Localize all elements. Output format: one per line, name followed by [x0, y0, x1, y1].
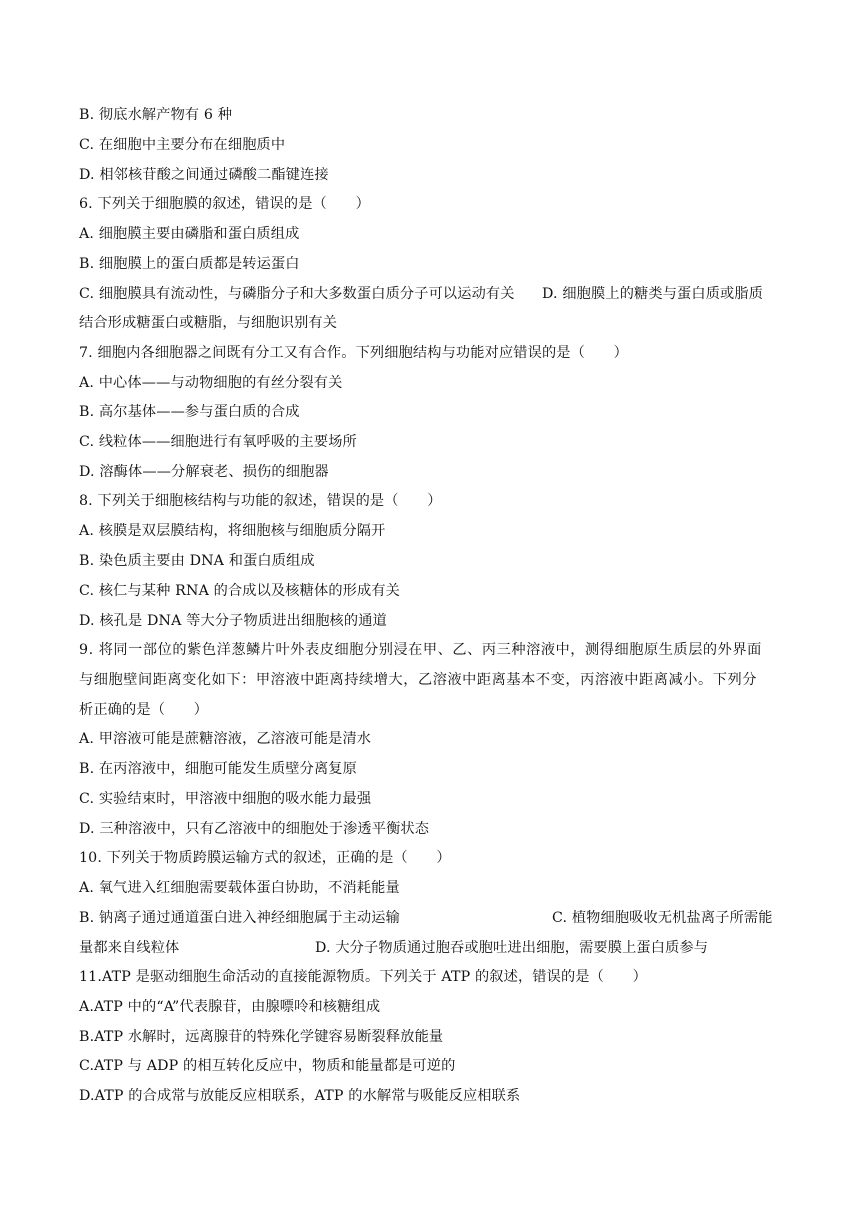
q10-option-b: B. 钠离子通过通道蛋白进入神经细胞属于主动运输 [79, 910, 400, 926]
q11-option-b: B.ATP 水解时，远离腺苷的特殊化学键容易断裂释放能量 [79, 1029, 444, 1045]
q6-option-d-continued: 结合形成糖蛋白或糖脂，与细胞识别有关 [79, 315, 338, 331]
q7-option-b: B. 高尔基体——参与蛋白质的合成 [79, 404, 300, 420]
q9-stem-line1: 9. 将同一部位的紫色洋葱鳞片叶外表皮细胞分别浸在甲、乙、丙三种溶液中，测得细胞原生质层的外界面 [79, 642, 762, 658]
q5-option-b: B. 彻底水解产物有 6 种 [79, 107, 233, 123]
q6-option-c: C. 细胞膜具有流动性，与磷脂分子和大多数蛋白质分子可以运动有关 [79, 286, 515, 302]
q6-option-a: A. 细胞膜主要由磷脂和蛋白质组成 [79, 226, 300, 242]
q10-option-d: D. 大分子物质通过胞吞或胞吐进出细胞，需要膜上蛋白质参与 [315, 940, 709, 956]
q11-option-a: A.ATP 中的“A”代表腺苷，由腺嘌呤和核糖组成 [79, 999, 381, 1015]
q10-option-a: A. 氧气进入红细胞需要载体蛋白协助，不消耗能量 [79, 880, 400, 896]
q7-stem: 7. 细胞内各细胞器之间既有分工又有合作。下列细胞结构与功能对应错误的是（ ） [79, 345, 628, 361]
q6-option-d: D. 细胞膜上的糖类与蛋白质或脂质 [542, 286, 764, 302]
q5-option-d: D. 相邻核苷酸之间通过磷酸二酯键连接 [79, 167, 329, 183]
q8-option-d: D. 核孔是 DNA 等大分子物质进出细胞核的通道 [79, 613, 387, 629]
q6-stem: 6. 下列关于细胞膜的叙述，错误的是（ ） [79, 196, 370, 212]
q10-option-c-continued: 量都来自线粒体 [79, 940, 180, 956]
q10-stem: 10. 下列关于物质跨膜运输方式的叙述，正确的是（ ） [79, 850, 451, 866]
q8-stem: 8. 下列关于细胞核结构与功能的叙述，错误的是（ ） [79, 493, 442, 509]
q8-option-a: A. 核膜是双层膜结构，将细胞核与细胞质分隔开 [79, 523, 386, 539]
q7-option-c: C. 线粒体——细胞进行有氧呼吸的主要场所 [79, 434, 357, 450]
q11-option-c: C.ATP 与 ADP 的相互转化反应中，物质和能量都是可逆的 [79, 1058, 456, 1074]
q9-stem-line3: 析正确的是（ ） [79, 702, 209, 718]
q8-option-c: C. 核仁与某种 RNA 的合成以及核糖体的形成有关 [79, 583, 401, 599]
q9-option-d: D. 三种溶液中，只有乙溶液中的细胞处于渗透平衡状态 [79, 821, 430, 837]
q9-option-c: C. 实验结束时，甲溶液中细胞的吸水能力最强 [79, 791, 372, 807]
q9-option-b: B. 在丙溶液中，细胞可能发生质壁分离复原 [79, 761, 357, 777]
q9-option-a: A. 甲溶液可能是蔗糖溶液，乙溶液可能是清水 [79, 731, 372, 747]
q11-stem: 11.ATP 是驱动细胞生命活动的直接能源物质。下列关于 ATP 的叙述，错误的是（ ） [79, 969, 647, 985]
q11-option-d: D.ATP 的合成常与放能反应相联系，ATP 的水解常与吸能反应相联系 [79, 1088, 521, 1104]
q7-option-d: D. 溶酶体——分解衰老、损伤的细胞器 [79, 464, 329, 480]
q8-option-b: B. 染色质主要由 DNA 和蛋白质组成 [79, 553, 315, 569]
q9-stem-line2: 与细胞壁间距离变化如下：甲溶液中距离持续增大，乙溶液中距离基本不变，丙溶液中距离减小。下列分 [79, 672, 757, 688]
q10-option-c: C. 植物细胞吸收无机盐离子所需能 [552, 910, 773, 926]
q5-option-c: C. 在细胞中主要分布在细胞质中 [79, 137, 286, 153]
q6-option-b: B. 细胞膜上的蛋白质都是转运蛋白 [79, 256, 300, 272]
q7-option-a: A. 中心体——与动物细胞的有丝分裂有关 [79, 375, 343, 391]
